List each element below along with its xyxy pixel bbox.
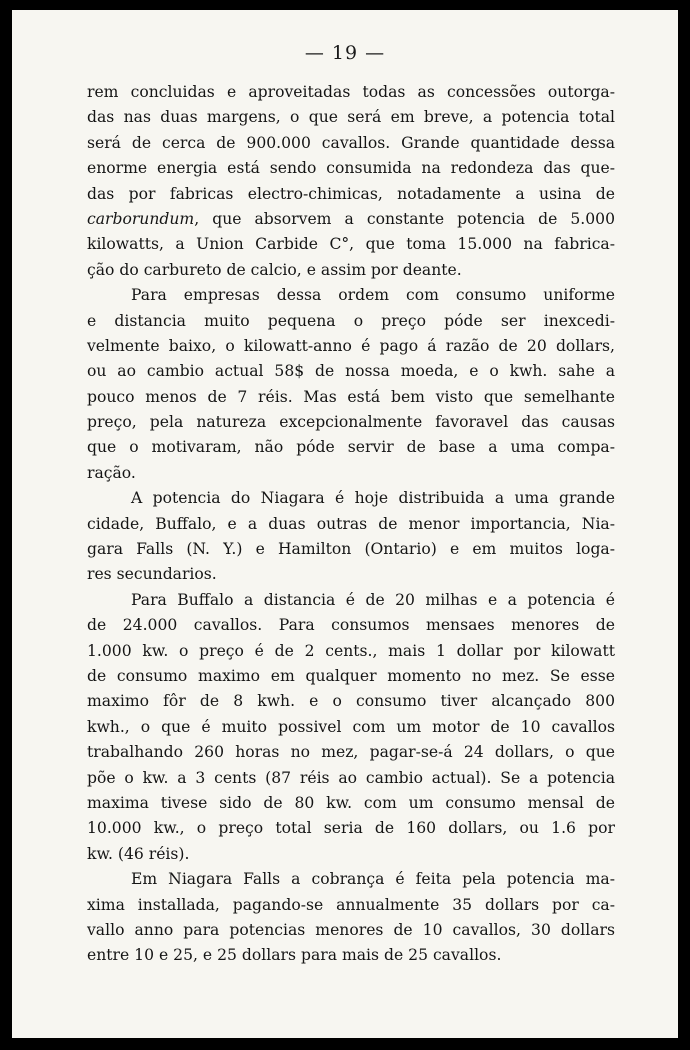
text-line: que o motivaram, não póde servir de base a uma compa-: [87, 438, 615, 457]
text-line: põe o kw. a 3 cents (87 réis ao cambio actual). Se a potencia: [87, 768, 615, 787]
page-number: — 19 —: [304, 42, 386, 64]
text-line: xima installada, pagando-se annualmente 35 dollars por ca-: [87, 895, 615, 914]
text-line: Para Buffalo a distancia é de 20 milhas e a potencia é: [131, 590, 615, 609]
text-line: rem concluidas e aproveitadas todas as concessões outorga-: [87, 83, 615, 101]
text-line: kw. (46 réis).: [87, 844, 190, 863]
text-line: enorme energia está sendo consumida na redondeza das que-: [87, 159, 615, 178]
text-line: vallo anno para potencias menores de 10 cavallos, 30 dollars: [87, 920, 615, 939]
text-line: A potencia do Niagara é hoje distribuida a uma grande: [131, 489, 615, 508]
text-line: gara Falls (N. Y.) e Hamilton (Ontario) e em muitos loga-: [87, 540, 615, 559]
text-line: ou ao cambio actual 58$ de nossa moeda, e o kwh. sahe a: [87, 362, 615, 381]
text-line: Para empresas dessa ordem com consumo uniforme: [131, 286, 615, 305]
text-line: maximo fôr de 8 kwh. e o consumo tiver alcançado 800: [87, 692, 615, 711]
text-line: 10.000 kw., o preço total seria de 160 dollars, ou 1.6 por: [87, 819, 615, 838]
text-line: preço, pela natureza excepcionalmente favoravel das causas: [87, 413, 615, 432]
text-line: será de cerca de 900.000 cavallos. Grande quantidade dessa: [87, 133, 615, 152]
text-line: kwh., o que é muito possivel com um motor de 10 cavallos: [87, 717, 615, 736]
text-line: velmente baixo, o kilowatt-anno é pago á razão de 20 dollars,: [87, 336, 615, 355]
text-line: cidade, Buffalo, e a duas outras de menor importancia, Nia-: [87, 514, 615, 533]
text-line: pouco menos de 7 réis. Mas está bem visto que semelhante: [87, 387, 615, 406]
body-text: [87, 80, 615, 969]
document-page: [12, 10, 678, 1038]
text-line: de consumo maximo em qualquer momento no mez. Se esse: [87, 666, 615, 685]
text-line: das nas duas margens, o que será em breve, a potencia total: [87, 108, 615, 127]
text-line: trabalhando 260 horas no mez, pagar-se-á 24 dollars, o que: [87, 743, 615, 762]
text-line: maxima tivese sido de 80 kw. com um consumo mensal de: [87, 793, 615, 812]
text-line: entre 10 e 25, e 25 dollars para mais de 25 cavallos.: [87, 946, 502, 965]
text-line: carborundum, que absorvem a constante potencia de 5.000: [87, 209, 615, 228]
text-line: kilowatts, a Union Carbide C°, que toma 15.000 na fabrica-: [87, 235, 615, 254]
text-line: de 24.000 cavallos. Para consumos mensaes menores de: [87, 616, 615, 635]
text-line: Em Niagara Falls a cobrança é feita pela potencia ma-: [131, 870, 615, 889]
text-line: das por fabricas electro-chimicas, notadamente a usina de: [87, 184, 615, 203]
text-line: ração.: [87, 463, 136, 482]
text-line: ção do carbureto de calcio, e assim por deante.: [87, 260, 462, 279]
text-line: res secundarios.: [87, 565, 217, 584]
text-line: 1.000 kw. o preço é de 2 cents., mais 1 dollar por kilowatt: [87, 641, 615, 660]
text-line: e distancia muito pequena o preço póde ser inexcedi-: [87, 311, 615, 330]
